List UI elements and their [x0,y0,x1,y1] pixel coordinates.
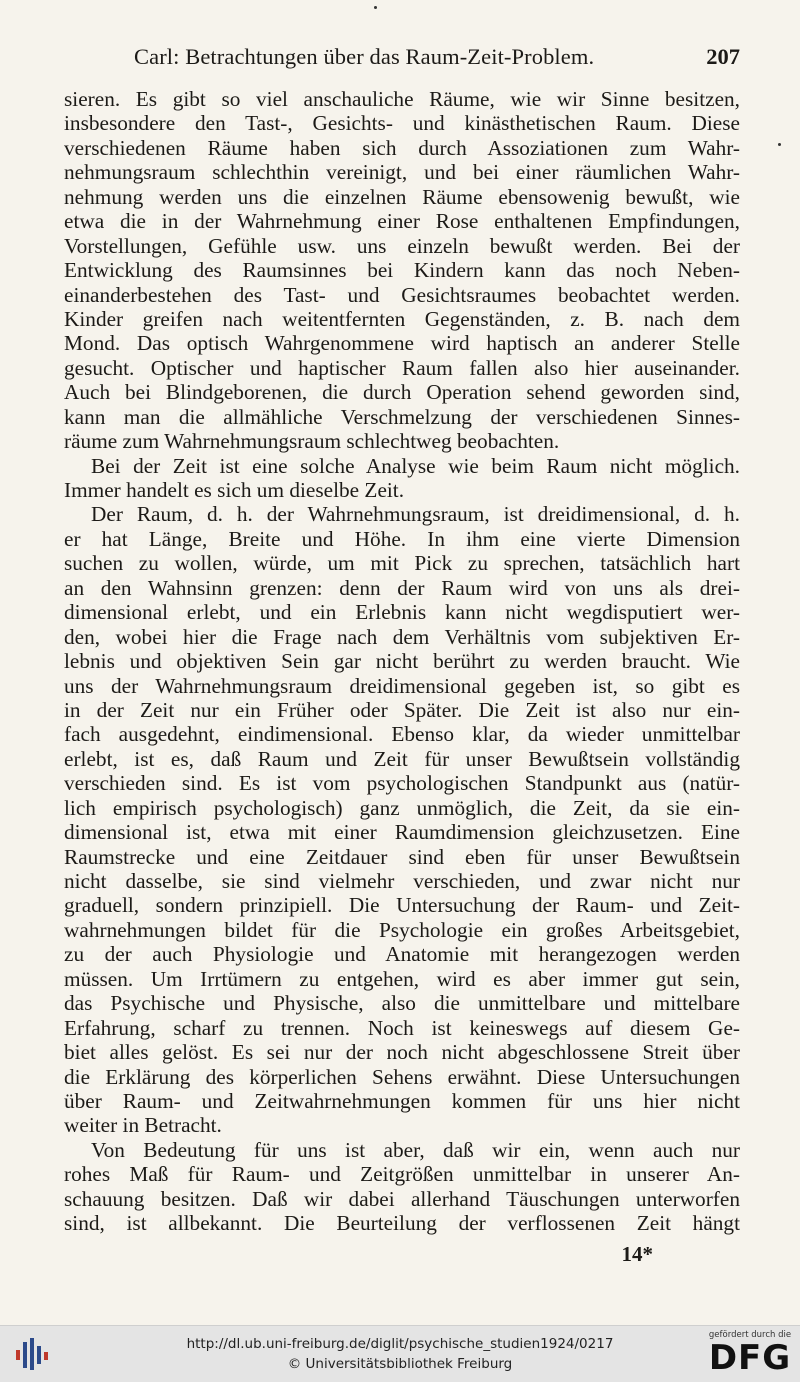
text-line: Immer handelt es sich um dieselbe Zeit. [64,478,405,502]
text-line: einanderbestehen des Tast- und Gesichtsraumes beobachtet werden. [64,282,740,307]
text-line: suchen zu wollen, würde, um mit Pick zu sprechen, tatsächlich hart [64,551,740,576]
dfg-logo [708,1330,792,1378]
text-line: uns der Wahrnehmungsraum dreidimensional gegeben ist, so gibt es [64,673,740,698]
ink-speck [374,6,377,9]
text-line: dimensional erlebt, und ein Erlebnis kann nicht wegdisputiert wer- [64,600,740,625]
signature-mark: 14* [621,1242,653,1266]
text-line: Erfahrung, scharf zu trennen. Noch ist keineswegs auf diesem Ge- [64,1015,740,1040]
text-line: sieren. Es gibt so viel anschauliche Räume, wie wir Sinne besitzen, [64,87,740,111]
text-line: Raumstrecke und eine Zeitdauer sind eben für unser Bewußtsein [64,844,740,869]
text-line: über Raum- und Zeitwahrnehmungen kommen für uns hier nicht [64,1088,740,1113]
text-line: Entwicklung des Raumsinnes bei Kindern kann das noch Neben- [64,258,740,283]
text-line: Bei der Zeit ist eine solche Analyse wie beim Raum nicht möglich. [91,453,740,478]
text-line: in der Zeit nur ein Früher oder Später. Die Zeit ist also nur ein- [64,697,740,722]
text-line: schauung besitzen. Daß wir dabei allerhand Täuschungen unterworfen [64,1186,740,1211]
text-line: lebnis und objektiven Sein gar nicht berührt zu werden braucht. Wie [64,649,740,674]
text-line: rohes Maß für Raum- und Zeitgrößen unmittelbar in unserer An- [64,1162,740,1187]
page-number: 207 [706,44,740,69]
running-head: Carl: Betrachtungen über das Raum-Zeit-Problem. [134,44,595,69]
text-line: lich empirisch psychologisch) ganz unmöglich, die Zeit, da sie ein- [64,795,740,820]
text-line: sind, ist allbekannt. Die Beurteilung der verflossenen Zeit hängt [64,1211,740,1236]
text-line: er hat Länge, Breite und Höhe. In ihm eine vierte Dimension [64,526,740,551]
copyright-notice: © Universitätsbibliothek Freiburg [287,1356,513,1372]
dfg-logo-text: DFG [708,1338,792,1378]
text-line: dimensional ist, etwa mit einer Raumdimension gleichzusetzen. Eine [64,820,740,845]
text-line: Mond. Das optisch Wahrgenommene wird haptisch an anderer Stelle [64,331,740,356]
text-line: weiter in Betracht. [64,1113,222,1138]
text-line: räume zum Wahrnehmungsraum schlechtweg beobachten. [64,429,560,454]
viewer-footer [0,1325,800,1382]
text-line: an den Wahnsinn grenzen: denn der Raum wird von uns als drei- [64,575,740,600]
text-line: Auch bei Blindgeborenen, die durch Operation sehend geworden sind, [64,380,740,405]
text-line: gesucht. Optischer und haptischer Raum fallen also hier auseinander. [64,355,740,380]
text-line: biet alles gelöst. Es sei nur der noch nicht abgeschlossene Streit über [64,1040,740,1065]
text-line: die Erklärung des körperlichen Sehens erwähnt. Diese Untersuchungen [64,1064,740,1089]
text-line: wahrnehmungen bildet für die Psychologie ein großes Arbeitsgebiet, [64,917,740,942]
text-line: kann man die allmähliche Verschmelzung der verschiedenen Sinnes- [64,404,740,429]
text-line: fach ausgedehnt, eindimensional. Ebenso klar, da wieder unmittelbar [64,722,740,747]
text-line: verschiedenen Räume haben sich durch Assoziationen zum Wahr- [64,135,740,160]
text-line: etwa die in der Wahrnehmung einer Rose enthaltenen Empfindungen, [64,209,740,234]
text-line: zu der auch Physiologie und Anatomie mit herangezogen werden [64,942,740,967]
text-line: Vorstellungen, Gefühle usw. uns einzeln bewußt werden. Bei der [64,233,740,258]
page-header [64,44,740,80]
text-line: erlebt, ist es, daß Raum und Zeit für unser Bewußtsein vollständig [64,746,740,771]
document-url-link[interactable]: http://dl.ub.uni-freiburg.de/diglit/psychische_studien1924/0217 [186,1336,614,1352]
dfg-funding-label: gefördert durch die [708,1330,792,1340]
text-line: graduell, sondern prinzipiell. Die Untersuchung der Raum- und Zeit- [64,893,740,918]
ink-speck [778,143,781,146]
text-line: nehmungsraum schlechthin vereinigt, und bei einer räumlichen Wahr- [64,160,740,185]
text-line: den, wobei hier die Frage nach dem Verhältnis vom subjektiven Er- [64,624,740,649]
text-line: insbesondere den Tast-, Gesichts- und kinästhetischen Raum. Diese [64,111,740,136]
text-line: nehmung werden uns die einzelnen Räume ebensowenig bewußt, wie [64,184,740,209]
text-line: müssen. Um Irrtümern zu entgehen, wird es aber immer gut sein, [64,966,740,991]
text-line: Von Bedeutung für uns ist aber, daß wir ein, wenn auch nur [91,1137,740,1162]
text-line: Der Raum, d. h. der Wahrnehmungsraum, ist dreidimensional, d. h. [91,502,740,527]
text-line: verschieden sind. Es ist vom psychologischen Standpunkt aus (natür- [64,771,740,796]
text-line: nicht dasselbe, sie sind vielmehr verschieden, und zwar nicht nur [64,869,740,893]
body-text [64,87,740,1236]
text-line: das Psychische und Physische, also die unmittelbare und mittelbare [64,991,740,1016]
text-line: Kinder greifen nach weitentfernten Gegenständen, z. B. nach dem [64,306,740,331]
